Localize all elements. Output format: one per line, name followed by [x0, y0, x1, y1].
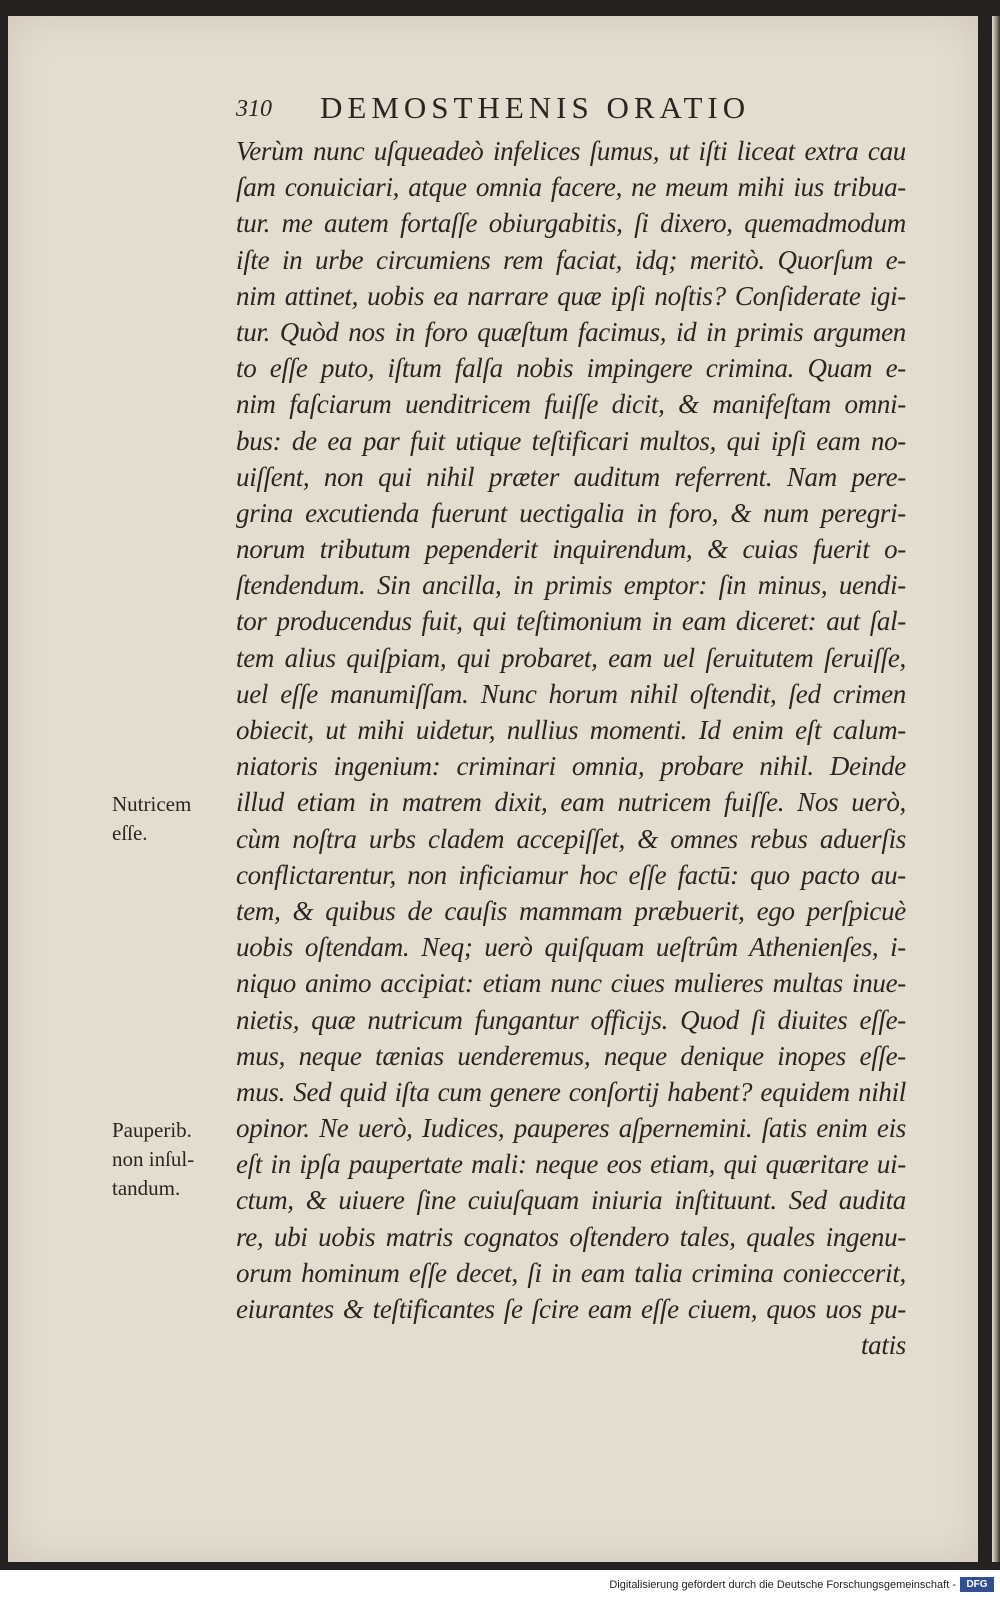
text-line: niatoris ingenium: criminari omnia, probare nihil. Deinde: [236, 751, 906, 782]
text-line: uel eſſe manumiſſam. Nunc horum nihil oſtendit, ſed crimen: [236, 678, 906, 709]
text-line: eſt in ipſa paupertate mali: neque eos etiam, qui quæritare ui-: [236, 1149, 906, 1180]
margin-note-pauperib: [112, 1116, 224, 1203]
text-line: nietis, quæ nutricum fungantur officijs. Quod ſi diuites eſſe-: [236, 1004, 906, 1035]
margin-note-line: Nutricem: [112, 792, 192, 816]
text-line: mus, neque tænias uenderemus, neque denique inopes eſſe-: [236, 1040, 906, 1071]
text-line: tur. Quòd nos in foro quæſtum facimus, id in primis argumen: [236, 316, 906, 347]
text-line: niquo animo accipiat: etiam nunc ciues mulieres multas inue-: [236, 968, 906, 999]
margin-note-line: non inſul-: [112, 1147, 195, 1171]
text-line: nim attinet, uobis ea narrare quæ ipſi noſtis? Conſiderate igi-: [236, 280, 906, 311]
funding-notice: Digitalisierung gefördert durch die Deutsche Forschungsgemeinschaft -: [609, 1579, 956, 1591]
text-line: orum hominum eſſe decet, ſi in eam talia crimina conieccerit,: [236, 1257, 906, 1288]
text-line: ſtendendum. Sin ancilla, in primis emptor: ſin minus, uendi-: [236, 570, 906, 601]
page-edge: [992, 16, 1000, 1562]
catchword: tatis: [860, 1330, 906, 1361]
text-line: tur. me autem fortaſſe obiurgabitis, ſi dixero, quemadmodum: [236, 208, 906, 239]
text-line: eiurantes & teſtificantes ſe ſcire eam eſſe ciuem, quos uos pu-: [236, 1294, 906, 1324]
margin-note-line: eſſe.: [112, 821, 148, 845]
text-line: norum tributum pependerit inquirendum, & cuias fuerit o-: [236, 534, 906, 565]
text-line: iſte in urbe circumiens rem faciat, idq; meritò. Quorſum e-: [236, 244, 906, 275]
margin-note-line: tandum.: [112, 1176, 181, 1200]
text-line: uobis oſtendam. Neq; uerò quiſquam ueſtrûm Athenienſes, i-: [236, 932, 906, 963]
text-line: tem alius quiſpiam, qui probaret, eam uel ſeruitutem ſeruiſſe,: [236, 642, 906, 673]
text-line: conflictarentur, non inficiamur hoc eſſe factū: quo pacto au-: [236, 859, 906, 890]
text-line: to eſſe puto, iſtum falſa nobis impingere crimina. Quam e-: [236, 353, 906, 384]
text-line: mus. Sed quid iſta cum genere conſortij habent? equidem nihil: [236, 1076, 906, 1107]
text-line: ctum, & uiuere ſine cuiuſquam iniuria inſtituunt. Sed audita: [236, 1185, 906, 1216]
margin-note-nutricem: [112, 790, 224, 848]
page-header: [232, 86, 912, 130]
text-line: tor producendus fuit, qui teſtimonium in eam diceret: aut ſal-: [236, 606, 906, 637]
dfg-logo: DFG: [960, 1577, 994, 1592]
text-line: uiſſent, non qui nihil præter auditum referrent. Nam pere-: [236, 461, 906, 492]
text-line: ſam conuiciari, atque omnia facere, ne meum mihi ius tribua-: [236, 172, 906, 203]
margin-note-line: Pauperib.: [112, 1118, 192, 1142]
page-number: 310: [236, 96, 272, 122]
text-line: bus: de ea par fuit utique teſtificari multos, qui ipſi eam no-: [236, 425, 906, 456]
text-line: Verùm nunc uſqueadeò infelices ſumus, ut iſti liceat extra cau: [236, 136, 906, 166]
text-line: illud etiam in matrem dixit, eam nutricem fuiſſe. Nos uerò,: [236, 787, 906, 818]
text-line: obiecit, ut mihi uidetur, nullius momenti. Id enim eſt calum-: [236, 715, 906, 745]
digitization-footer: [0, 1570, 1000, 1600]
body-text: [236, 133, 906, 1363]
text-line: grina excutienda fuerunt uectigalia in foro, & num peregri-: [236, 497, 906, 528]
text-line: re, ubi uobis matris cognatos oſtendero tales, quales ingenu-: [236, 1221, 906, 1252]
text-line: cùm noſtra urbs cladem accepiſſet, & omnes rebus aduerſis: [236, 823, 906, 854]
text-line: opinor. Ne uerò, Iudices, pauperes aſpernemini. ſatis enim eis: [236, 1113, 906, 1144]
running-title: DEMOSTHENIS ORATIO: [320, 90, 751, 125]
text-line: tem, & quibus de cauſis mammam præbuerit, ego perſpicuè: [236, 895, 906, 926]
text-line: nim faſciarum uenditricem fuiſſe dicit, & manifeſtam omni-: [236, 389, 906, 420]
